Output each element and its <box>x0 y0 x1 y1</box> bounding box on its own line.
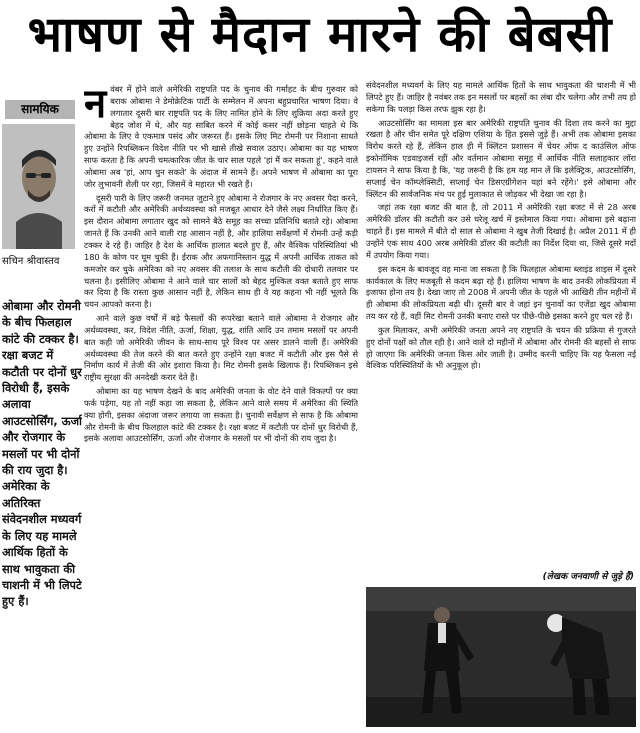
article-paragraph: आउटसोर्सिंग का मामला इस बार अमेरिकी राष्ट्रपति चुनाव की दिशा तय करने का मुद्दा रखता है और चीन समेत पूरे दक्षिण एशिया के हित इससे जुड़े हैं। अभी तक ओबामा इसका विरोध करते रहे हैं, लेकिन हाल ही में क्लिंटन प्रशासन में चेयर ऑफ द काउंसिल ऑफ इकोनॉमिक एडवाइजर्स रहीं और वर्तमान ओबामा समूह में आर्थिक नीति सलाहकार लॉरा टायसन ने साफ किया है कि, 'यह जरूरी है कि हम यह मान लें कि इलेक्ट्रिक, आउटसोर्सिंग, सप्लाई चेन कॉम्प्लेक्सिटी, सप्लाई चेन डिसएग्रीगेशन यहां बने रहेंगे।' इसे ओबामा और क्लिंटन की सार्वजनिक मंच पर हुई मुलाकात से जोड़कर भी देखा जा रहा है। <box>366 117 636 199</box>
news-photo <box>366 587 636 727</box>
article-paragraph: कुल मिलाकर, अभी अमेरिकी जनता अपने नए राष्ट्रपति के चयन की प्रक्रिया से गुजरते हुए दोनों पक्षों को तौल रही है। आने वाले दो महीनों में ओबामा और रोमनी की बहसों से साफ हो जाएगा कि अमेरिकी जनता किस ओर जाती है। उम्मीद करनी चाहिए कि यह फैसला नई वैश्विक परिस्थितियों के भी अनुकूल हो। <box>366 324 636 371</box>
article-paragraph: आने वाले कुछ वर्षों में बड़े फैसलों की रूपरेखा बताने वाले ओबामा ने रोजगार और अर्थव्यवस्था, कर, विदेश नीति, ऊर्जा, शिक्षा, युद्ध, शांति आदि उन तमाम मसलों पर अपनी बात कही जो अमेरिकी जीवन के साथ-साथ पूरे विश्व पर असर डालने वाली हैं। अमेरिकी अर्थव्यवस्था की तेज करने की बात करते हुए उन्होंने रक्षा बजट में कटौती और इस पैसे से निर्माण कार्य में तेजी की ओर इशारा किया है। मिट रोमनी इसके खिलाफ हैं। रिपब्लिकन इसे राष्ट्रीय सुरक्षा की अनदेखी करार देते हैं। <box>84 313 358 383</box>
article-paragraph: ओबामा का यह भाषण देखने के बाद अमेरिकी जनता के वोट देने वाले विकल्पों पर क्या फर्क पड़ेगा, यह तो नहीं कहा जा सकता है, लेकिन आने वाले समय में अमेरिका की स्थिति क्या होगी, इसका अंदाजा जरूर लगाया जा सकता है। चुनावी सर्वेक्षण से साफ है कि ओबामा और रोमनी के बीच फिलहाल कांटे की टक्कर है। रक्षा बजट में कटौती पर दोनों धुर विरोधी हैं, इसके अलावा आउटसोर्सिंग, ऊर्जा और रोजगार के मसलों पर भी दोनों की राय जुदा है। <box>84 386 358 444</box>
headline: भाषण से मैदान मारने की बेबसी <box>27 6 613 63</box>
column-tag: सामयिक <box>5 100 75 119</box>
article-paragraph: जहां तक रक्षा बजट की बात है, तो 2011 में अमेरिकी रक्षा बजट में से 28 अरब अमेरिकी डॉलर की कटौती कर उसे घरेलू खर्च में इस्तेमाल किया गया। ओबामा इसे बढ़ाना चाहते हैं। इस मामले में बीते दो साल से ओबामा ने खुब तेजी दिखाई है। अप्रैल 2011 में ही उन्होंने एक साथ 400 अरब अमेरिकी डॉलर की कटौती का निर्देश दिया था, जिसे दूसरे मदों में उपयोग किया गया। <box>366 202 636 260</box>
author-name: सचिन श्रीवास्तव <box>2 256 60 267</box>
article-column-2 <box>366 80 636 568</box>
article-column-1 <box>84 84 358 730</box>
pullquote: ओबामा और रोमनी के बीच फिलहाल कांटे की टक्कर है। रक्षा बजट में कटौती पर दोनों धुर विरोधी हैं, इसके अलावा आउटसोर्सिंग, ऊर्जा और रोजगार के मसलों पर भी दोनों की राय जुदा है। अमेरिका के अतिरिक्त संवेदनशील मध्यवर्ग के लिए यह मामले आर्थिक हितों के साथ भावुकता की चाशनी में भी लिपटे हुए हैं। <box>2 299 82 609</box>
drop-cap: न <box>84 84 107 127</box>
article-paragraph: संवेदनशील मध्यवर्ग के लिए यह मामले आर्थिक हितों के साथ भावुकता की चाशनी में भी लिपटे हुए हैं। जाहिर है नवंबर तक इन मसलों पर बहसों का लंबा दौर चलेगा और तभी तय हो सकेगा कि पलड़ा किस तरफ झुक रहा है। <box>366 80 636 114</box>
article-paragraph: इस कदम के बावजूद वह माना जा सकता है कि फिलहाल ओबामा ब्लाइंड शाइस में दूसरे कार्यकाल के लिए मजबूती से कदम बढ़ा रहे हैं। हालिया भाषण के बाद उनकी लोकप्रियता में इजाफा होना तय है। देखा जाए तो 2008 में अपनी जीत के पहले भी आखिरी तीन महीनों में ही ओबामा की लोकप्रियता बढ़ी थी। दूसरी बार वे जहां इन चुनावों का एजेंडा खुद ओबामा तय कर रहे हैं, वहीं मिट रोमनी उनकी बनाए रास्ते पर पीछे-पीछे इसका करने हुए चल रहे हैं। <box>366 263 636 322</box>
author-credit: (लेखक जनवाणी से जुड़े हैं) <box>542 572 634 582</box>
paragraph-text: वंबर में होने वाले अमेरिकी राष्ट्रपति पद के चुनाव की गर्माहट के बीच गुरुवार को बराक ओबामा ने डेमोक्रेटिक पार्टी के सम्मेलन में अपना बहुप्रचारित भाषण दिया। वे लगातार दूसरी बार राष्ट्रपति पद के लिए नामित होने के लिए शुक्रिया अदा करते हुए बेहद जोश में थे, और यह साबित करने में कोई कसर नहीं छोड़ना चाहते थे कि ओबामा के लिए वे एकमात्र पसंद और जरूरत हैं। इसके लिए मिट रोमनी पर निशाना साधते हुए उन्होंने रिपब्लिकन विदेश नीति पर भी खासे तीखे सवाल उठाए। ओबामा का यह भाषण साफ करता है कि अपनी चमत्कारिक जीत के चार साल पहले 'हां मैं कर सकता हूं', कहने वाले ओबामा अब 'हां, आप चुन सकते' के अंदाज में सामने हैं। अपने भाषण में ओबामा का पूरा जोर लुभावनी शैली पर रहा, जिसमें वे महारत भी रखते हैं। <box>84 84 358 189</box>
article-paragraph <box>84 84 358 191</box>
author-photo <box>2 124 75 249</box>
article-paragraph: दूसरी पारी के लिए जरूरी जनमत जुटाने हुए ओबामा ने रोजगार के नए अवसर पैदा करने, करों में कटौती और अमेरिकी अर्थव्यवस्था को मजबूत आधार देने जैसे लक्ष्य निर्धारित किए हैं। इस दौरान ओबामा लगातार खुद को सामने बैठे समूह का सच्चा प्रतिनिधि बताते रहे। ओबामा जानते हैं कि उनकी आने वाली राह आसान नहीं है, और हालिया सर्वेक्षणों में रोमनी उन्हें कड़ी टक्कर दे रहे हैं। जाहिर है देश के आर्थिक हालात बदले हुए हैं, और वैश्विक परिस्थितियां भी 180 के कोण पर घूम चुकी हैं। ईराक और अफगानिस्तान युद्ध में अपनी आर्थिक ताकत को कमजोर कर चुके अमेरिका को नए अवसर की तलाश के साथ कटौती की दोधारी तलवार पर चलना है। इसीलिए ओबामा ने आने वाले चार सालों को बेहद मुश्किल वक्त बताते हुए साफ कर दिया है कि रास्ता कुछ आसान नहीं है, लेकिन साथ ही वे यह कहना भी नहीं भूलते कि चयन आपको करना है। <box>84 192 358 310</box>
